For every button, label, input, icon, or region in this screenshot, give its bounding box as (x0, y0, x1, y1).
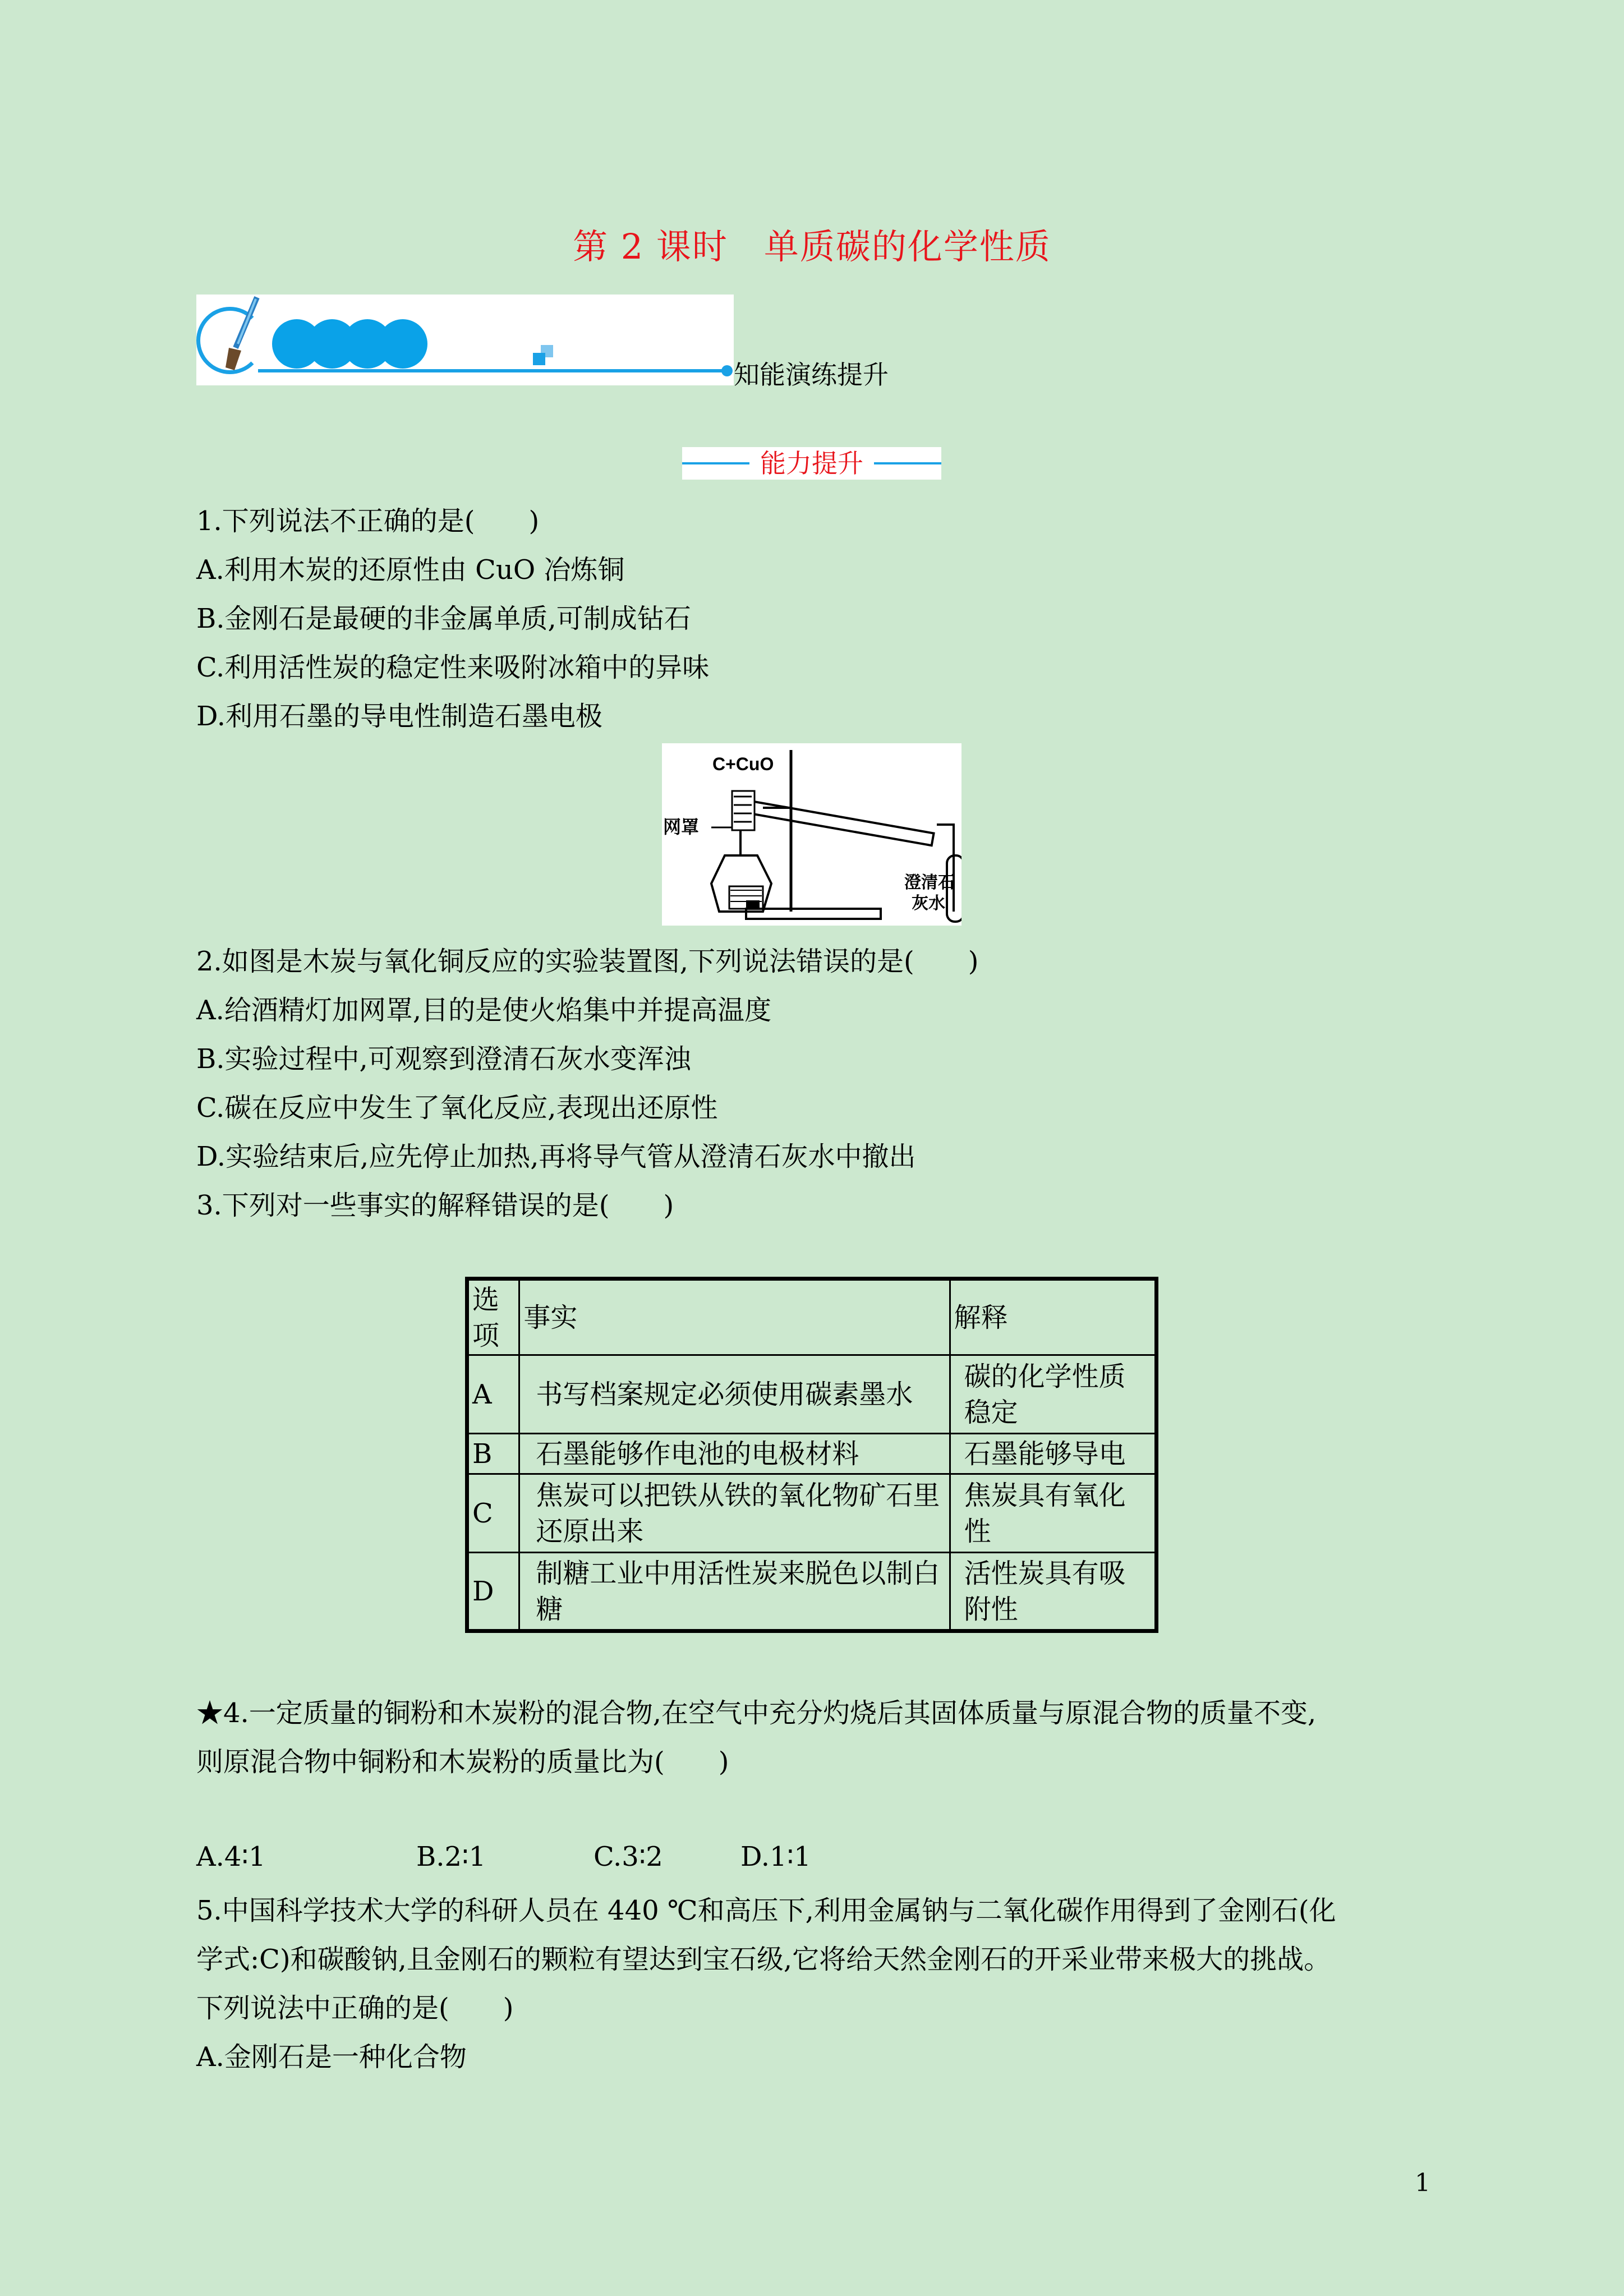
section-bar-left (682, 462, 749, 464)
banner-caption: 知能演练提升 (734, 360, 889, 390)
question-4-stem-line-2: 则原混合物中铜粉和木炭粉的质量比为( ) (196, 1746, 729, 1778)
facts-table (465, 1277, 1158, 1633)
table-cell-fact: 焦炭可以把铁从铁的氧化物矿石里还原出来 (519, 1474, 950, 1553)
question-3-stem: 3.下列对一些事实的解释错误的是( ) (196, 1190, 674, 1221)
label-reactants: C+CuO (712, 754, 774, 774)
table-header-option: 选项 (467, 1279, 519, 1355)
question-5-line-3: 下列说法中正确的是( ) (196, 1993, 514, 2024)
table-cell-option: B (467, 1434, 519, 1474)
table-row (467, 1434, 1157, 1474)
question-5-line-1: 5.中国科学技术大学的科研人员在 440 ℃和高压下,利用金属钠与二氧化碳作用得到了金刚石(化 (196, 1895, 1336, 1926)
section-banner (196, 295, 734, 385)
question-4-option-d: D.1∶1 (740, 1841, 811, 1872)
table-cell-fact: 制糖工业中用活性炭来脱色以制白糖 (519, 1553, 950, 1631)
question-4-stem-line-1: ★4.一定质量的铜粉和木炭粉的混合物,在空气中充分灼烧后其固体质量与原混合物的质量不变, (196, 1697, 1317, 1729)
table-cell-explanation: 活性炭具有吸附性 (950, 1553, 1156, 1631)
table-cell-option: A (467, 1355, 519, 1434)
question-4-option-a: A.4∶1 (196, 1841, 266, 1872)
question-4-option-b: B.2∶1 (416, 1841, 486, 1872)
section-bar-right (874, 462, 941, 464)
banner-dot (721, 365, 733, 376)
table-header-row (467, 1279, 1157, 1355)
question-5-line-2: 学式:C)和碳酸钠,且金刚石的颗粒有望达到宝石级,它将给天然金刚石的开采业带来极大的挑战。 (196, 1944, 1331, 1975)
table-header-fact: 事实 (519, 1279, 950, 1355)
table-cell-option: D (467, 1553, 519, 1631)
page-number: 1 (1415, 2169, 1430, 2197)
apparatus-drawing (662, 743, 961, 926)
page-title: 第 2 课时 单质碳的化学性质 (573, 226, 1051, 267)
question-2-option-a: A.给酒精灯加网罩,目的是使火焰集中并提高温度 (196, 995, 772, 1026)
table-cell-explanation: 碳的化学性质稳定 (950, 1355, 1156, 1434)
question-2-stem: 2.如图是木炭与氧化铜反应的实验装置图,下列说法错误的是( ) (196, 946, 979, 977)
table-row (467, 1553, 1157, 1631)
question-2-option-d: D.实验结束后,应先停止加热,再将导气管从澄清石灰水中撤出 (196, 1141, 916, 1172)
table-cell-fact: 书写档案规定必须使用碳素墨水 (519, 1355, 950, 1434)
question-2-option-c: C.碳在反应中发生了氧化反应,表现出还原性 (196, 1092, 718, 1124)
table-cell-explanation: 焦炭具有氧化性 (950, 1474, 1156, 1553)
table-row (467, 1474, 1157, 1553)
table-header-explanation: 解释 (950, 1279, 1156, 1355)
label-limewater-1: 澄清石 (904, 873, 955, 892)
section-heading (682, 447, 941, 480)
table-cell-explanation: 石墨能够导电 (950, 1434, 1156, 1474)
question-1-option-d: D.利用石墨的导电性制造石墨电极 (196, 701, 603, 732)
label-gauze: 网罩 (663, 817, 700, 837)
label-limewater-2: 灰水 (912, 894, 945, 913)
table-cell-fact: 石墨能够作电池的电极材料 (519, 1434, 950, 1474)
banner-underline (258, 369, 726, 372)
banner-circle (378, 319, 427, 369)
paintbrush-icon (212, 295, 268, 379)
section-title: 能力提升 (760, 448, 863, 478)
question-1-option-a: A.利用木炭的还原性由 CuO 冶炼铜 (196, 554, 625, 586)
question-2-option-b: B.实验过程中,可观察到澄清石灰水变浑浊 (196, 1043, 691, 1075)
question-1-option-b: B.金刚石是最硬的非金属单质,可制成钻石 (196, 603, 691, 634)
apparatus-figure (662, 743, 961, 926)
question-1-option-c: C.利用活性炭的稳定性来吸附冰箱中的异味 (196, 652, 710, 683)
table-row (467, 1355, 1157, 1434)
question-4-option-c: C.3∶2 (594, 1841, 663, 1872)
table-cell-option: C (467, 1474, 519, 1553)
question-5-option-a: A.金刚石是一种化合物 (196, 2041, 467, 2073)
question-1-stem: 1.下列说法不正确的是( ) (196, 505, 540, 537)
